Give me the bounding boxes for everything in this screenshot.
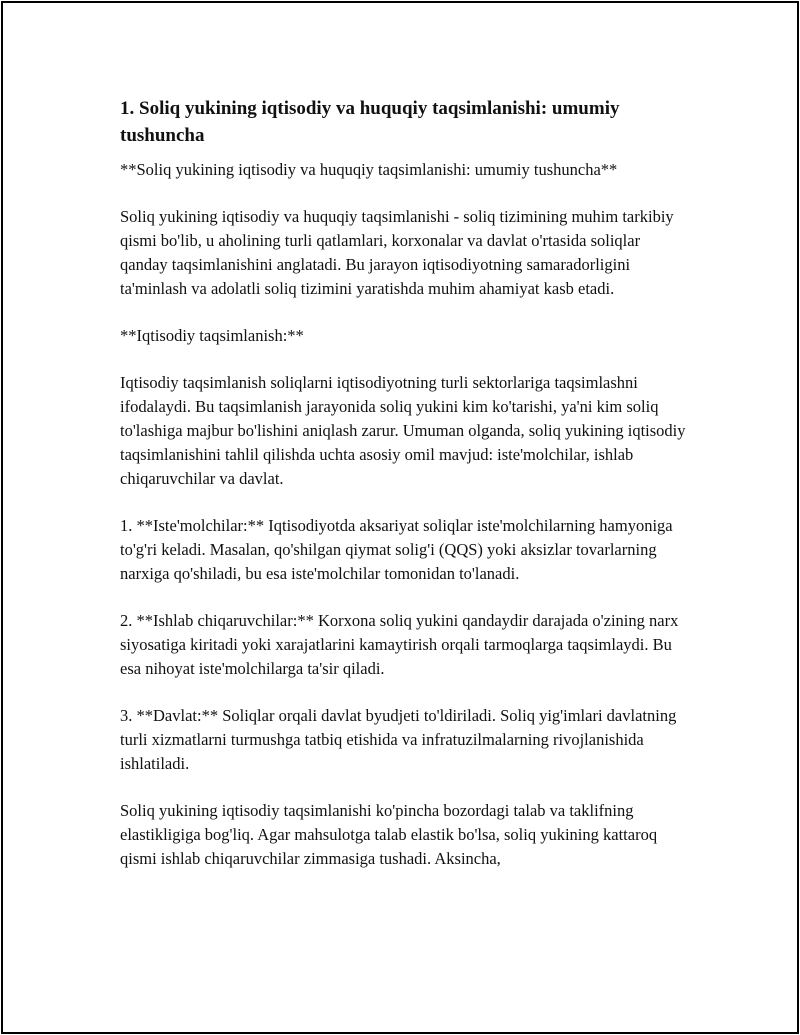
economic-distribution-paragraph: Iqtisodiy taqsimlanish soliqlarni iqtisodiyotning turli sektorlariga taqsimlashni ifodalaydi. Bu taqsimlanish jarayonida soliq yukini kim ko'tarishi, ya'ni kim soliq to'lashiga majbur bo'lishini aniqlash zarur. Umuman olganda, soliq yukining iqtisodiy taqsimlanishini tahlil qilishda uchta asosiy omil mavjud: iste'molchilar, ishlab chiqaruvchilar va davlat. [120, 373, 686, 488]
list-item-state: 3. **Davlat:** Soliqlar orqali davlat byudjeti to'ldiriladi. Soliq yig'imlari davlatning turli xizmatlarni turmushga tatbiq etishida va infratuzilmalarning rivojlanishida ishlatiladi. [120, 706, 677, 773]
document-body [120, 95, 690, 894]
list-item-producers: 2. **Ishlab chiqaruvchilar:** Korxona soliq yukini qandaydir darajada o'zining narx siyosatiga kiritadi yoki xarajatlarini kamaytirish orqali tarmoqlarga taqsimlaydi. Bu esa nihoyat iste'molchilarga ta'sir qiladi. [120, 611, 679, 678]
list-item-consumers: 1. **Iste'molchilar:** Iqtisodiyotda aksariyat soliqlar iste'molchilarning hamyoniga to'g'ri keladi. Masalan, qo'shilgan qiymat solig'i (QQS) yoki aksizlar tovarlarning narxiga qo'shiladi, bu esa iste'molchilar tomonidan to'lanadi. [120, 516, 673, 583]
intro-paragraph: Soliq yukining iqtisodiy va huquqiy taqsimlanishi - soliq tizimining muhim tarkibiy qismi bo'lib, u aholining turli qatlamlari, korxonalar va davlat o'rtasida soliqlar qanday taqsimlanishini anglatadi. Bu jarayon iqtisodiyotning samaradorligini ta'minlash va adolatli soliq tizimini yaratishda muhim ahamiyat kasb etadi. [120, 207, 674, 298]
subtitle-paragraph: **Soliq yukining iqtisodiy va huquqiy taqsimlanishi: umumiy tushuncha** [120, 160, 618, 179]
elasticity-paragraph: Soliq yukining iqtisodiy taqsimlanishi ko'pincha bozordagi talab va taklifning elastikligiga bog'liq. Agar mahsulotga talab elastik bo'lsa, soliq yukining kattaroq qismi ishlab chiqaruvchilar zimmasiga tushadi. Aksincha, [120, 801, 658, 868]
subheading-paragraph: **Iqtisodiy taqsimlanish:** [120, 326, 304, 345]
section-heading: 1. Soliq yukining iqtisodiy va huquqiy taqsimlanishi: umumiy tushuncha [120, 98, 620, 146]
page-frame [1, 1, 799, 1034]
